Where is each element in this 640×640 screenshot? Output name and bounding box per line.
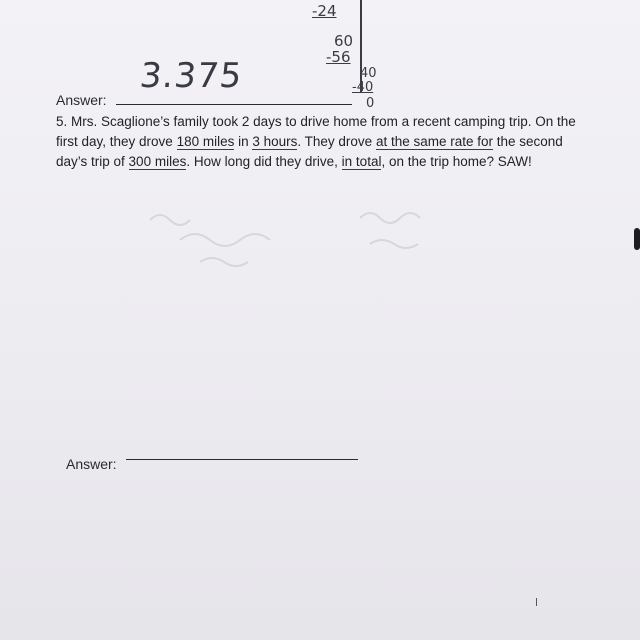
underlined-phrase: 300 miles xyxy=(128,154,187,169)
problem-line xyxy=(56,132,631,152)
work-line: 40 xyxy=(360,66,377,81)
underlined-phrase: 180 miles xyxy=(176,134,235,149)
problem-line xyxy=(56,112,631,132)
problem-text: day’s trip of xyxy=(56,154,129,169)
problem-text: in xyxy=(234,134,253,149)
work-line: -40 xyxy=(352,80,374,95)
answer-label: Answer: xyxy=(56,92,107,108)
answer-label: Answer: xyxy=(66,456,117,472)
problem-text: . They drove xyxy=(297,134,376,149)
handwritten-answer: 3.375 xyxy=(137,56,245,96)
problem-text: first day, they drove xyxy=(56,134,177,149)
problem-text: the second xyxy=(493,134,563,149)
work-line: -24 xyxy=(312,2,337,20)
work-line: 60 xyxy=(334,32,354,50)
answer-line[interactable] xyxy=(126,459,358,460)
faint-bleedthrough xyxy=(140,200,460,280)
pencil-tick xyxy=(536,598,537,606)
problem-line xyxy=(56,152,631,172)
answer-line[interactable] xyxy=(116,104,352,105)
problem-5-text xyxy=(56,112,631,172)
problem-text: , on the trip home? SAW! xyxy=(381,154,532,169)
faint-scribble xyxy=(140,200,460,280)
work-line: 0 xyxy=(366,96,375,111)
edge-mark xyxy=(634,228,640,250)
underlined-phrase: 3 hours xyxy=(252,134,298,149)
underlined-phrase: in total xyxy=(341,154,382,169)
work-line: -56 xyxy=(326,48,351,66)
underlined-phrase: at the same rate for xyxy=(375,134,493,149)
problem-text: 5. Mrs. Scaglione’s family took 2 days to drive home from a recent camping trip. On the xyxy=(56,114,576,129)
problem-text: . How long did they drive, xyxy=(186,154,342,169)
